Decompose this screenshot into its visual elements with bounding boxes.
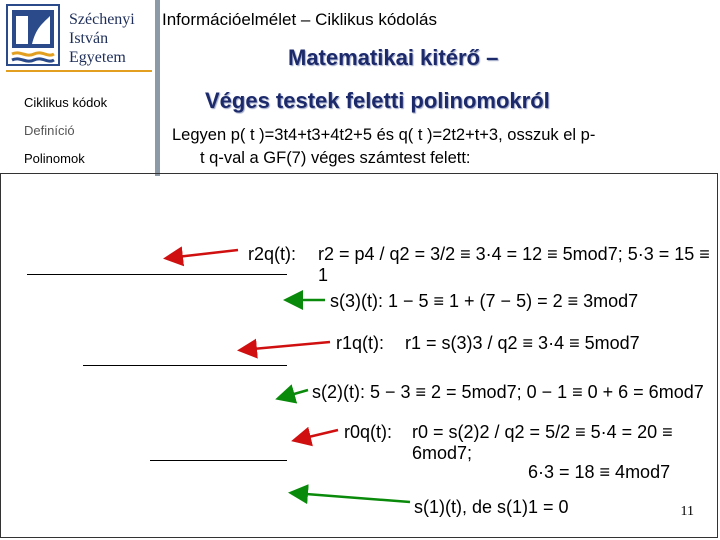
sidebar-divider xyxy=(155,0,160,176)
work-area-frame xyxy=(0,173,718,538)
r2-q-label: r2q(t): xyxy=(248,244,297,264)
r0-equation: r0 = s(2)2 / q2 = 5/2 ≡ 5·4 = 20 ≡ 6mod7; xyxy=(412,422,673,463)
header-title: Információelmélet – Ciklikus kódolás xyxy=(162,10,437,29)
s3-equation: s(3)(t): 1 − 5 ≡ 1 + (7 − 5) = 2 ≡ 3mod7 xyxy=(330,291,639,311)
r1-q-label: r1q(t): xyxy=(336,333,385,353)
intro-text-line-2: t q-val a GF(7) véges számtest felett: xyxy=(200,149,471,167)
sidebar-item-polinomok[interactable]: Polinomok xyxy=(24,151,85,166)
r1-equation: r1 = s(3)3 / q2 ≡ 3·4 ≡ 5mod7 xyxy=(405,333,640,353)
slide-heading-line-2: Véges testek feletti polinomokról xyxy=(205,88,550,113)
sidebar-item-definicio[interactable]: Definíció xyxy=(24,123,75,138)
s2-equation: s(2)(t): 5 − 3 ≡ 2 = 5mod7; 0 − 1 ≡ 0 + 6 = 6mod7 xyxy=(312,382,704,402)
logo-line-1: Széchenyi xyxy=(69,11,135,28)
s1-equation: s(1)(t), de s(1)1 = 0 xyxy=(414,497,569,517)
r0-q-label: r0q(t): xyxy=(344,422,393,442)
university-logo xyxy=(6,4,60,66)
intro-text-line-1: Legyen p( t )=3t4+t3+4t2+5 és q( t )=2t2+t+3, osszuk el p- xyxy=(172,126,596,144)
r2-equation: r2 = p4 / q2 = 3/2 ≡ 3·4 = 12 ≡ 5mod7; 5·3 = 15 ≡ 1 xyxy=(318,244,710,285)
page-number: 11 xyxy=(680,504,694,519)
slide-heading-line-1: Matematikai kitérő – xyxy=(288,45,499,70)
logo-underline xyxy=(6,70,152,72)
logo-line-2: István xyxy=(69,30,109,47)
extra-calculation: 6·3 = 18 ≡ 4mod7 xyxy=(528,462,671,482)
division-line-1 xyxy=(27,274,287,275)
sidebar-section-title: Ciklikus kódok xyxy=(24,95,108,110)
division-line-2 xyxy=(83,365,287,366)
division-line-3 xyxy=(150,460,287,461)
logo-line-3: Egyetem xyxy=(69,49,126,66)
